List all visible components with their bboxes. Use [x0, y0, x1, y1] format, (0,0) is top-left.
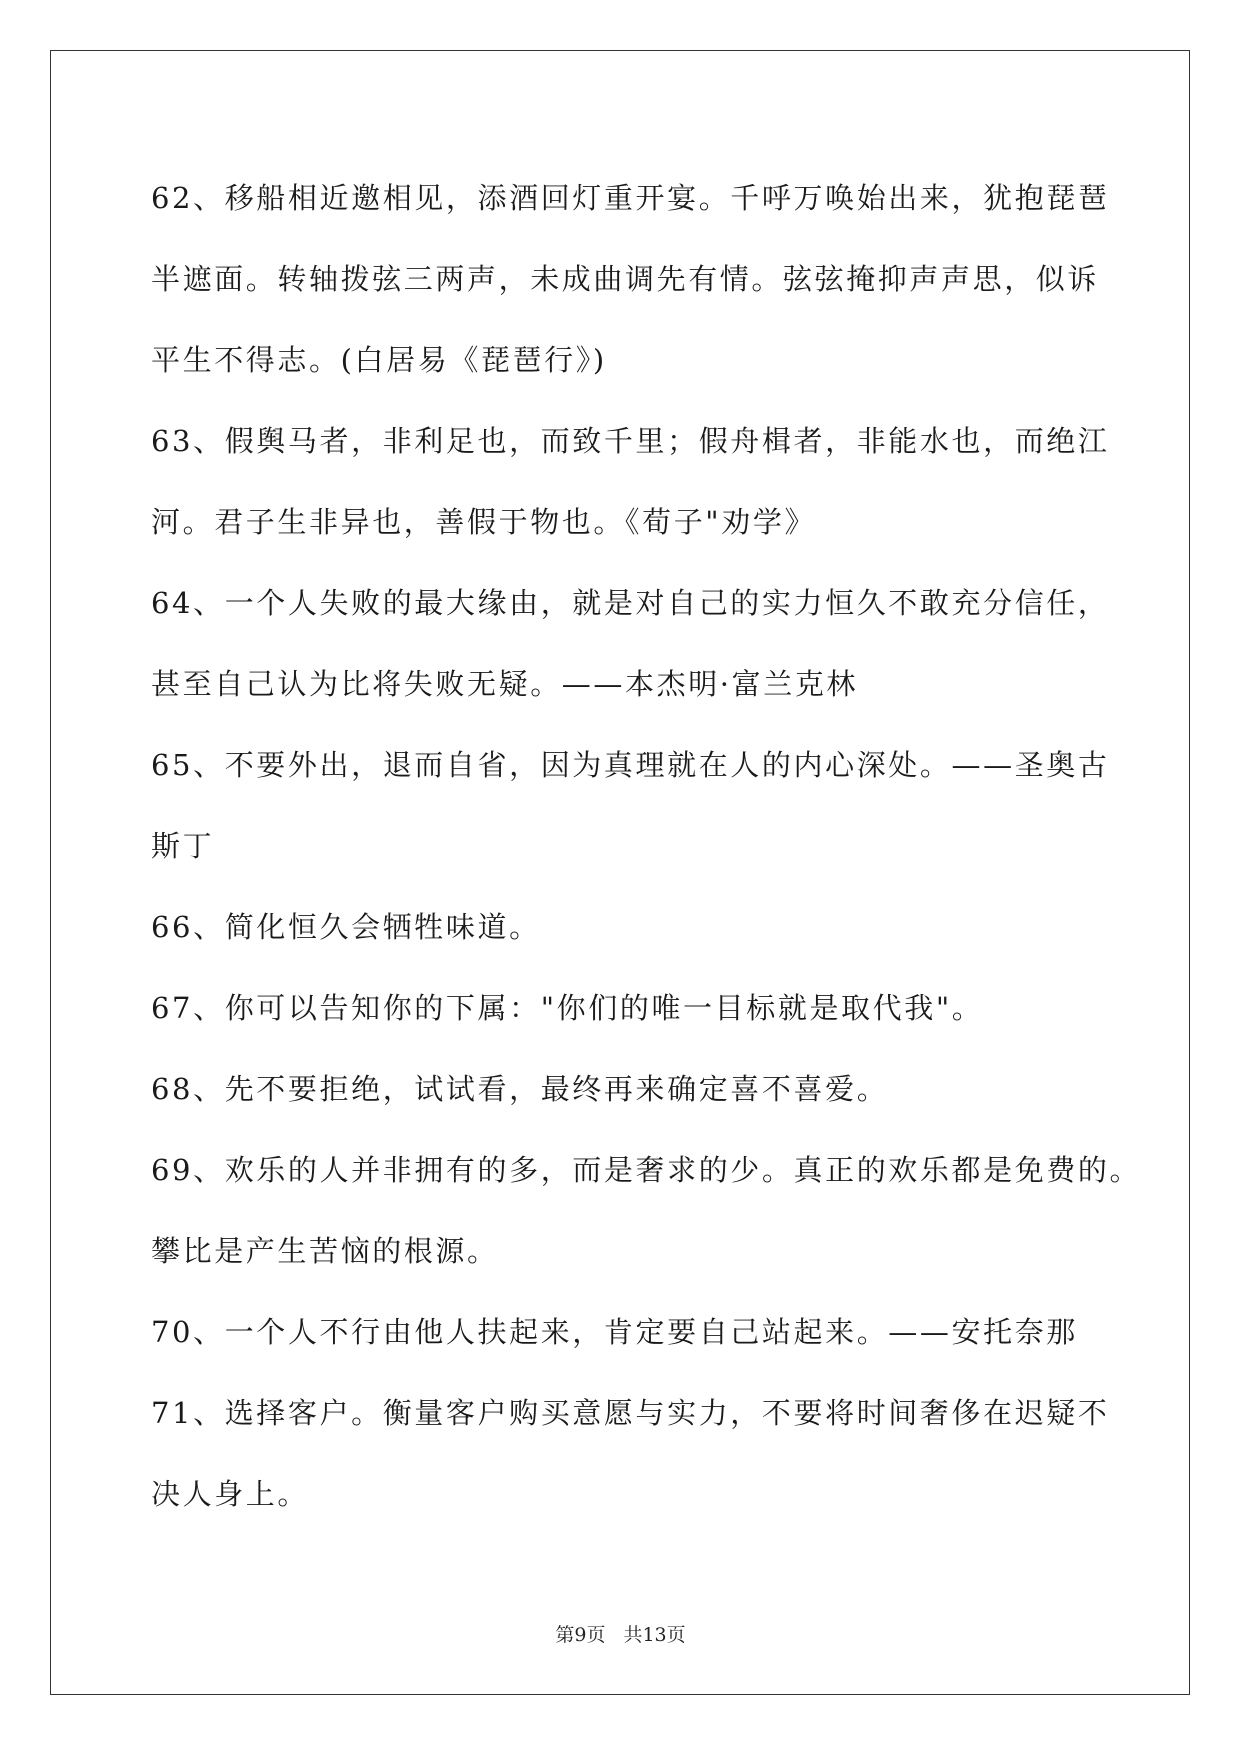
page-number-total: 共13页 — [623, 1624, 686, 1646]
document-body — [151, 158, 1142, 1535]
text-line: 平生不得志。(白居易《琵琶行》) — [151, 343, 607, 377]
text-line: 67、你可以告知你的下属："你们的唯一目标就是取代我"。 — [151, 991, 984, 1025]
text-line: 62、移船相近邀相见，添酒回灯重开宴。千呼万唤始出来，犹抱琵琶 — [151, 181, 1110, 215]
text-line: 68、先不要拒绝，试试看，最终再来确定喜不喜爱。 — [151, 1072, 889, 1106]
text-line: 攀比是产生苦恼的根源。 — [151, 1234, 499, 1268]
text-line: 河。君子生非异也，善假于物也。《荀子"劝学》 — [151, 505, 817, 539]
text-line: 66、简化恒久会牺牲味道。 — [151, 910, 541, 944]
text-line: 半遮面。转轴拨弦三两声，未成曲调先有情。弦弦掩抑声声思，似诉 — [151, 262, 1100, 296]
text-line: 71、选择客户。衡量客户购买意愿与实力，不要将时间奢侈在迟疑不 — [151, 1396, 1110, 1430]
text-line: 决人身上。 — [151, 1477, 310, 1511]
text-line: 斯丁 — [151, 829, 215, 863]
page-number-current: 第9页 — [555, 1624, 606, 1646]
text-line: 甚至自己认为比将失败无疑。——本杰明·富兰克林 — [151, 667, 859, 701]
page-footer — [0, 1620, 1241, 1647]
text-line: 63、假舆马者，非利足也，而致千里；假舟楫者，非能水也，而绝江 — [151, 424, 1110, 458]
text-line: 69、欢乐的人并非拥有的多，而是奢求的少。真正的欢乐都是免费的。 — [151, 1153, 1142, 1187]
text-line: 70、一个人不行由他人扶起来，肯定要自己站起来。——安托奈那 — [151, 1315, 1078, 1349]
text-line: 65、不要外出，退而自省，因为真理就在人的内心深处。——圣奥古 — [151, 748, 1110, 782]
text-line: 64、一个人失败的最大缘由，就是对自己的实力恒久不敢充分信任， — [151, 586, 1110, 620]
